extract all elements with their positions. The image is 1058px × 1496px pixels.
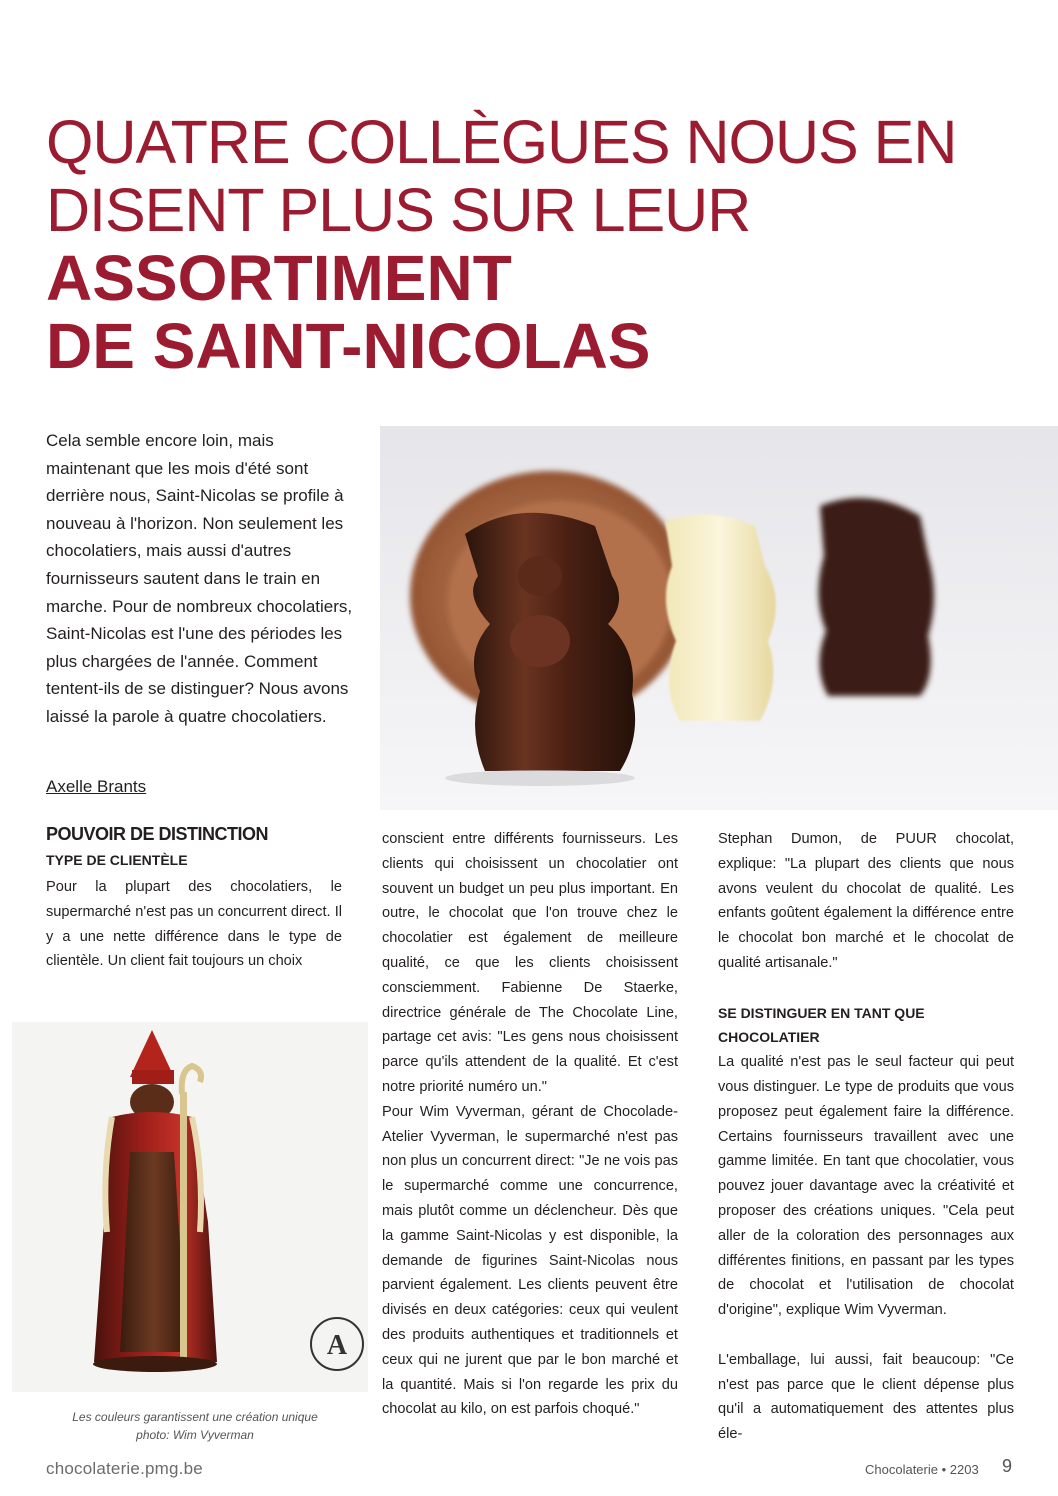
col2-paragraph-2: Pour Wim Vyverman, gérant de Chocolade-Atelier Vyverman, le supermarché n'est pas non plus un concurrent direct: "Je ne vois pas le supermarché comme une concurrence, mais plutôt comme un déclencheur. Dès que la gamme Saint-Nicolas y est disponible, la demande de figurines Saint-Nicolas nous parvient également. Les clients peuvent être divisés en deux catégories: ceux qui veulent des produits authentiques et traditionnels et ceux qui ne jurent que par le bon marché et la quantité. Mais si l'on regarde les prix du chocolat au kilo, on est parfois choqué." bbox=[382, 1103, 678, 1418]
headline-line-4: DE SAINT-NICOLAS bbox=[46, 310, 651, 382]
body-column-1 bbox=[46, 875, 342, 974]
caption-line-1: Les couleurs garantissent une création unique bbox=[72, 1410, 318, 1424]
page-number: 9 bbox=[1002, 1456, 1013, 1476]
caption-line-2: photo: Wim Vyverman bbox=[136, 1428, 254, 1442]
svg-text:A: A bbox=[326, 1330, 348, 1361]
body-column-2 bbox=[382, 827, 678, 1422]
col3-paragraph-2: La qualité n'est pas le seul facteur qui peut vous distinguer. Le type de produits que vous proposez peut également faire la différence. Certains fournisseurs travaillent avec une gamme limitée. En tant que chocolatier, vous pouvez jouer davantage avec la créativité et proposer des créations uniques. "Cela peut aller de la coloration des personnages aux différentes finitions, en passant par les types de chocolat et l'utilisation de chocolat d'origine", explique Wim Vyverman. bbox=[718, 1054, 1014, 1319]
author-byline: Axelle Brants bbox=[46, 777, 147, 796]
intro-paragraph: Cela semble encore loin, mais maintenant que les mois d'été sont derrière nous, Saint-Nicolas se profile à nouveau à l'horizon. Non seulement les chocolatiers, mais aussi d'autres fournisseurs sautent dans le train en marche. Pour de nombreux chocolatiers, Saint-Nicolas est l'une des périodes les plus chargées de l'année. Comment tentent-ils de se distinguer? Nous avons laissé la parole à quatre chocolatiers. bbox=[46, 431, 353, 726]
photo-caption bbox=[40, 1408, 350, 1444]
col2-paragraph-1: conscient entre différents fournisseurs. Les clients qui choisissent un chocolatier ont souvent un budget un peu plus important. En outre, le chocolat que l'on trouve chez le chocolatier est également de meilleure qualité, ce que les clients choisissent consciemment. Fabienne De Staerke, directrice générale de The Chocolate Line, partage cet avis: "Les gens nous choisissent parce qu'ils attendent de la qualité. Et c'est notre priorité numéro un." bbox=[382, 831, 678, 1095]
col3-subheading: SE DISTINGUER EN TANT QUE CHOCOLATIER bbox=[718, 1004, 925, 1046]
headline-line-3: ASSORTIMENT bbox=[46, 242, 512, 314]
col1-paragraph-1: Pour la plupart des chocolatiers, le supermarché n'est pas un concurrent direct. Il y a une nette différence dans le type de clientèle. Un client fait toujours un choix bbox=[46, 879, 342, 970]
article-headline bbox=[46, 108, 1006, 380]
magazine-issue: Chocolaterie • 2203 bbox=[865, 1462, 979, 1477]
website-link[interactable]: chocolaterie.pmg.be bbox=[46, 1459, 203, 1478]
saint-nicolas-figurine-photo bbox=[12, 1022, 368, 1392]
section-heading: POUVOIR DE DISTINCTION bbox=[46, 824, 269, 844]
headline-line-1: QUATRE COLLÈGUES NOUS EN bbox=[46, 108, 957, 176]
headline-line-2: DISENT PLUS SUR LEUR bbox=[46, 176, 751, 244]
chocolate-figurines-photo bbox=[380, 426, 1058, 810]
col3-paragraph-3: L'emballage, lui aussi, fait beaucoup: "Ce n'est pas parce que le client dépense plus qu'il a automatiquement des attentes plus éle- bbox=[718, 1351, 1014, 1443]
col3-paragraph-1: Stephan Dumon, de PUUR chocolat, explique: "La plupart des clients que nous avons veulent du chocolat de qualité. Les enfants goûtent également la différence entre le chocolat bon marché et le chocolat de qualité artisanale." bbox=[718, 831, 1014, 971]
body-column-3 bbox=[718, 827, 1014, 1447]
section-subheading: TYPE DE CLIENTÈLE bbox=[46, 852, 188, 868]
